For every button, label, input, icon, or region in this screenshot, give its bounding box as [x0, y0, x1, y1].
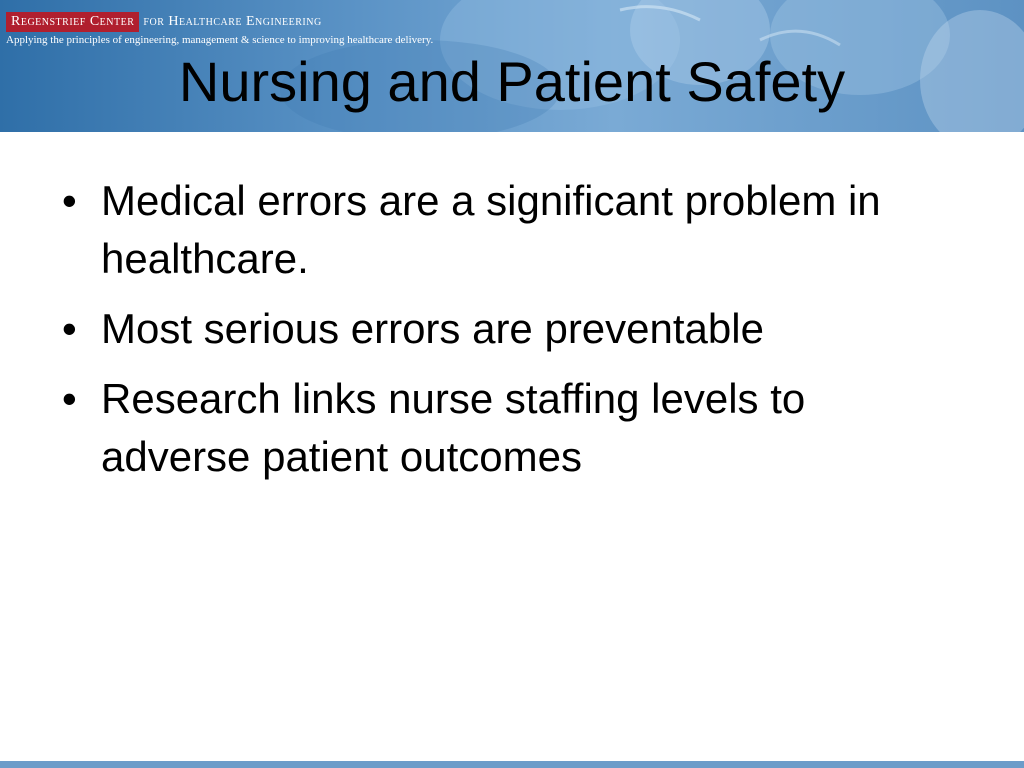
regenstrief-logo [6, 12, 433, 46]
logo-tagline: Applying the principles of engineering, management & science to improving healthcare delivery. [6, 34, 434, 46]
bullet-list [58, 172, 958, 498]
bullet-item [58, 300, 958, 358]
bullet-marker: • [62, 375, 77, 422]
bullet-item [58, 172, 958, 288]
logo-subtitle: for Healthcare Engineering [143, 14, 322, 29]
header-banner [0, 0, 1024, 132]
bullet-item [58, 370, 958, 486]
bullet-text: Most serious errors are preventable [101, 305, 764, 352]
logo-name: Regenstrief Center [6, 12, 139, 32]
bullet-marker: • [62, 177, 77, 224]
bullet-text: Medical errors are a significant problem in healthcare. [101, 177, 881, 282]
bullet-text: Research links nurse staffing levels to adverse patient outcomes [101, 375, 806, 480]
bullet-marker: • [62, 305, 77, 352]
footer-rule [0, 761, 1024, 768]
slide-title: Nursing and Patient Safety [178, 50, 846, 113]
